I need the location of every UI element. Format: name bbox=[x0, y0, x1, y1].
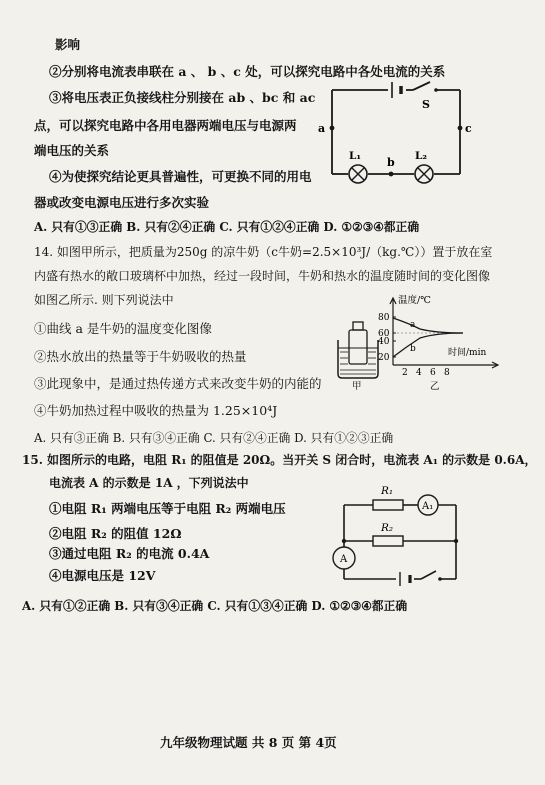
statement-1: ①电阻 R₁ 两端电压等于电阻 R₂ 两端电压 bbox=[49, 501, 286, 516]
text-line: 内盛有热水的敞口玻璃杯中加热，经过一段时间，牛奶和热水的温度随时间的变化图像 bbox=[34, 269, 491, 283]
text-line: ②分别将电流表串联在 a 、 b 、c 处，可以探究电路中各处电流的关系 bbox=[49, 64, 446, 79]
lamp-l2-label: L₂ bbox=[415, 150, 427, 162]
text-line: 端电压的关系 bbox=[34, 143, 110, 158]
text-line: 如图乙所示. 则下列说法中 bbox=[34, 293, 174, 307]
x-tick-4: 4 bbox=[416, 368, 422, 378]
node-a-label: a bbox=[318, 122, 326, 135]
svg-text:A: A bbox=[340, 554, 348, 565]
y-tick-60: 60 bbox=[378, 329, 390, 339]
switch-label: S bbox=[422, 98, 430, 111]
statement-4: ④牛奶加热过程中吸收的热量为 1.25×10⁴J bbox=[34, 403, 278, 418]
text-line: 点，可以探究电路中各用电器两端电压与电源两 bbox=[34, 118, 297, 133]
x-axis-label: 时间/min bbox=[448, 348, 487, 358]
parallel-circuit-diagram bbox=[318, 483, 468, 588]
beaker-figure bbox=[332, 318, 384, 390]
curve-a bbox=[393, 318, 463, 333]
node-b-label: b bbox=[387, 156, 395, 169]
x-tick-2: 2 bbox=[402, 368, 408, 378]
lamp-l2-icon bbox=[415, 165, 433, 183]
curve-a-label: a bbox=[410, 320, 416, 330]
figure-jia-caption: 甲 bbox=[352, 381, 362, 392]
milk-bottle-icon bbox=[349, 322, 367, 364]
statement-1: ①曲线 a 是牛奶的温度变化图像 bbox=[34, 321, 212, 336]
statement-2: ②热水放出的热量等于牛奶吸收的热量 bbox=[34, 349, 247, 364]
resistor-r1-label: R₁ bbox=[381, 485, 394, 497]
temperature-graph bbox=[378, 293, 518, 393]
text-line: ③将电压表正负接线柱分别接在 ab 、bc 和 ac bbox=[49, 90, 316, 105]
ammeter-a1-icon bbox=[418, 495, 438, 515]
resistor-r2-icon bbox=[373, 536, 403, 546]
statement-2: ②电阻 R₂ 的阻值 12Ω bbox=[49, 526, 182, 541]
statement-4: ④电源电压是 12V bbox=[49, 568, 156, 583]
text-line: ④为使探究结论更具普遍性，可更换不同的用电 bbox=[49, 169, 312, 184]
text-line: 器或改变电源电压进行多次实验 bbox=[34, 195, 210, 210]
curve-b-label: b bbox=[410, 344, 416, 354]
statement-3: ③通过电阻 R₂ 的电流 0.4A bbox=[49, 546, 210, 561]
node-c-label: c bbox=[465, 122, 472, 135]
battery-icon bbox=[392, 82, 401, 98]
ammeter-a-icon bbox=[333, 547, 355, 569]
question-15-stem: 15. 如图所示的电路，电阻 R₁ 的阻值是 20Ω。当开关 S 闭合时，电流表 A₁ 的示数是 0.6A， bbox=[22, 453, 537, 467]
x-tick-8: 8 bbox=[444, 368, 450, 378]
resistor-r1-icon bbox=[373, 500, 403, 510]
battery-icon bbox=[400, 572, 410, 586]
page-footer: 九年级物理试题 共 8 页 第 4页 bbox=[160, 735, 337, 750]
svg-text:A₁: A₁ bbox=[422, 501, 434, 512]
x-tick-6: 6 bbox=[430, 368, 436, 378]
y-tick-40: 40 bbox=[378, 337, 390, 347]
answer-options-14: A. 只有③正确 B. 只有③④正确 C. 只有②④正确 D. 只有①②③正确 bbox=[34, 431, 394, 445]
figure-yi-caption: 乙 bbox=[430, 381, 440, 392]
answer-options-15: A. 只有①②正确 B. 只有③④正确 C. 只有①③④正确 D. ①②③④都正确 bbox=[22, 599, 408, 613]
lamp-l1-icon bbox=[349, 165, 367, 183]
series-circuit-diagram bbox=[300, 80, 475, 185]
y-tick-80: 80 bbox=[378, 313, 390, 323]
lamp-l1-label: L₁ bbox=[349, 150, 361, 162]
statement-3: ③此现象中，是通过热传递方式来改变牛奶的内能的 bbox=[34, 376, 322, 391]
y-tick-20: 20 bbox=[378, 353, 390, 363]
answer-options-13: A. 只有①③正确 B. 只有②④正确 C. 只有①②④正确 D. ①②③④都正确 bbox=[34, 220, 420, 234]
beaker-icon bbox=[338, 340, 378, 378]
text-line: 电流表 A 的示数是 1A ，下列说法中 bbox=[49, 476, 249, 490]
question-14-stem: 14. 如图甲所示，把质量为250g 的凉牛奶（c牛奶=2.5×10³J/（kg.℃））置于放在室 bbox=[34, 245, 493, 259]
text-line: 影响 bbox=[55, 37, 81, 52]
resistor-r2-label: R₂ bbox=[381, 522, 394, 534]
y-axis-label: 温度/℃ bbox=[398, 295, 431, 306]
